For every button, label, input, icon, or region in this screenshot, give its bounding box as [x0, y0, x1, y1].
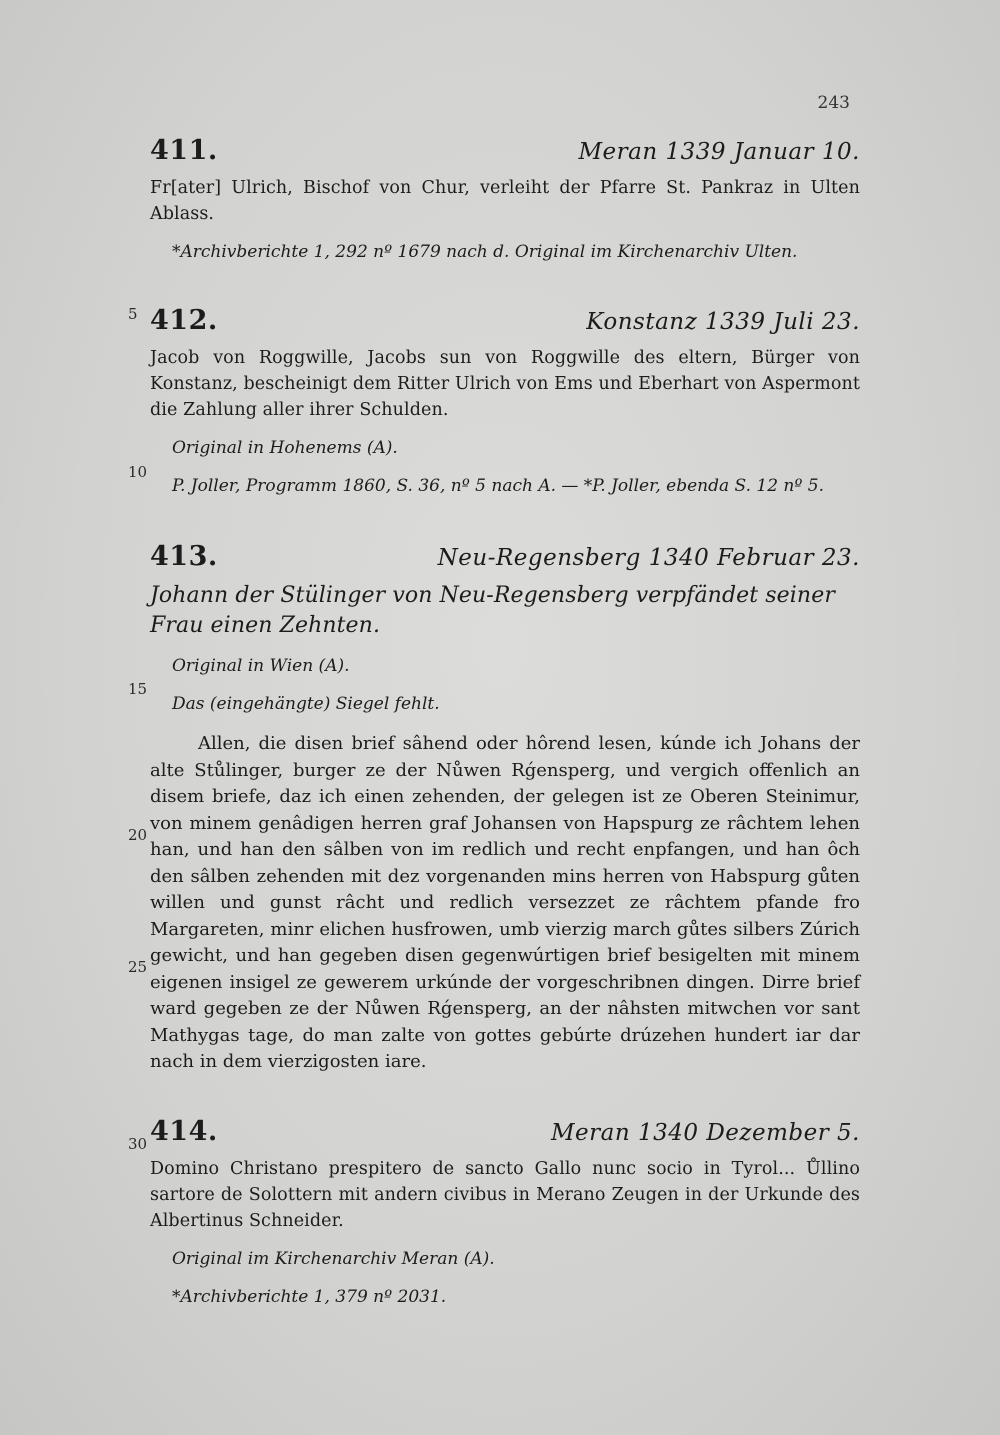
entry-source-note: Original im Kirchenarchiv Meran (A). — [172, 1248, 495, 1269]
page-number: 243 — [817, 93, 850, 113]
entry-summary: Fr[ater] Ulrich, Bischof von Chur, verleiht der Pfarre St. Pankraz in Ulten Ablass. — [150, 178, 860, 224]
entry-header — [150, 135, 860, 175]
entry-411 — [150, 135, 860, 265]
entry-413 — [150, 541, 860, 1076]
line-number: 15 — [128, 680, 148, 698]
entry-date: Neu-Regensberg 1340 Februar 23. — [437, 545, 860, 571]
entry-source-note: P. Joller, Programm 1860, S. 36, nº 5 nach A. — *P. Joller, ebenda S. 12 nº 5. — [172, 476, 824, 496]
entry-source-note: *Archivberichte 1, 379 nº 2031. — [172, 1286, 447, 1307]
entry-number: 413. — [150, 541, 218, 572]
entry-header — [150, 541, 860, 581]
line-number: 20 — [128, 826, 148, 844]
line-number: 5 — [128, 305, 138, 323]
charter-text: Allen, die disen brief sâhend oder hôrend lesen, kúnde ich Johans der alte Stůlinger, burger ze der Nůwen Rǵensperg, und vergich offenlich an disem briefe, daz ich einen zehenden, der gelegen ist ze Oberen Steinimur, von minem genâdigen herren graf Johansen von Hapspurg ze râchtem lehen han, und han den sâlben von im redlich und recht enpfangen, und han ôch den sâlben zehenden mit dez vorgenanden mins herren von Habspurg gůten willen und gunst râcht und redlich versezzet ze râchtem pfande fro Margareten, minr elichen husfrowen, umb vierzig march gůtes silbers Zúrich gewicht, und han gegeben disen gegenwúrtigen brief besigelten mit minem eigenen insigel ze gewerem urkúnde der vorgeschribnen dingen. Dirre brief ward gegeben ze der Nůwen Rǵensperg, an der nâhsten mitwchen vor sant Mathygas tage, do man zalte von gottes gebúrte drúzehen hundert iar dar nach in dem vierzigosten iare. — [150, 733, 860, 1072]
entry-source-note: Original in Hohenems (A). — [172, 438, 398, 458]
entry-summary: Jacob von Roggwille, Jacobs sun von Roggwille des eltern, Bürger von Konstanz, bescheinigt dem Ritter Ulrich von Ems und Eberhart von Aspermont die Zahlung aller ihrer Schulden. — [150, 348, 860, 420]
entry-header — [150, 305, 860, 345]
entry-date: Meran 1340 Dezember 5. — [550, 1119, 860, 1146]
entry-source-note: *Archivberichte 1, 292 nº 1679 nach d. Original im Kirchenarchiv Ulten. — [172, 242, 798, 262]
document-body — [150, 135, 860, 1347]
entry-number: 412. — [150, 305, 218, 336]
line-number: 25 — [128, 958, 148, 976]
entry-414 — [150, 1116, 860, 1310]
line-number: 10 — [128, 463, 148, 481]
entry-summary: Johann der Stülinger von Neu-Regensberg verpfändet seiner Frau einen Zehnten. — [150, 583, 835, 638]
entry-number: 411. — [150, 135, 218, 166]
entry-date: Konstanz 1339 Juli 23. — [586, 309, 860, 335]
entry-header — [150, 1116, 860, 1156]
entry-date: Meran 1339 Januar 10. — [578, 139, 860, 165]
entry-source-note: Das (eingehängte) Siegel fehlt. — [172, 694, 440, 714]
entry-number: 414. — [150, 1115, 218, 1147]
entry-summary: Domino Christano prespitero de sancto Gallo nunc socio in Tyrol... Ůllino sartore de Solottern mit andern civibus in Merano Zeugen in der Urkunde des Albertinus Schneider. — [150, 1158, 860, 1231]
entry-412 — [150, 305, 860, 499]
entry-source-note: Original in Wien (A). — [172, 656, 350, 676]
line-number: 30 — [128, 1135, 148, 1153]
